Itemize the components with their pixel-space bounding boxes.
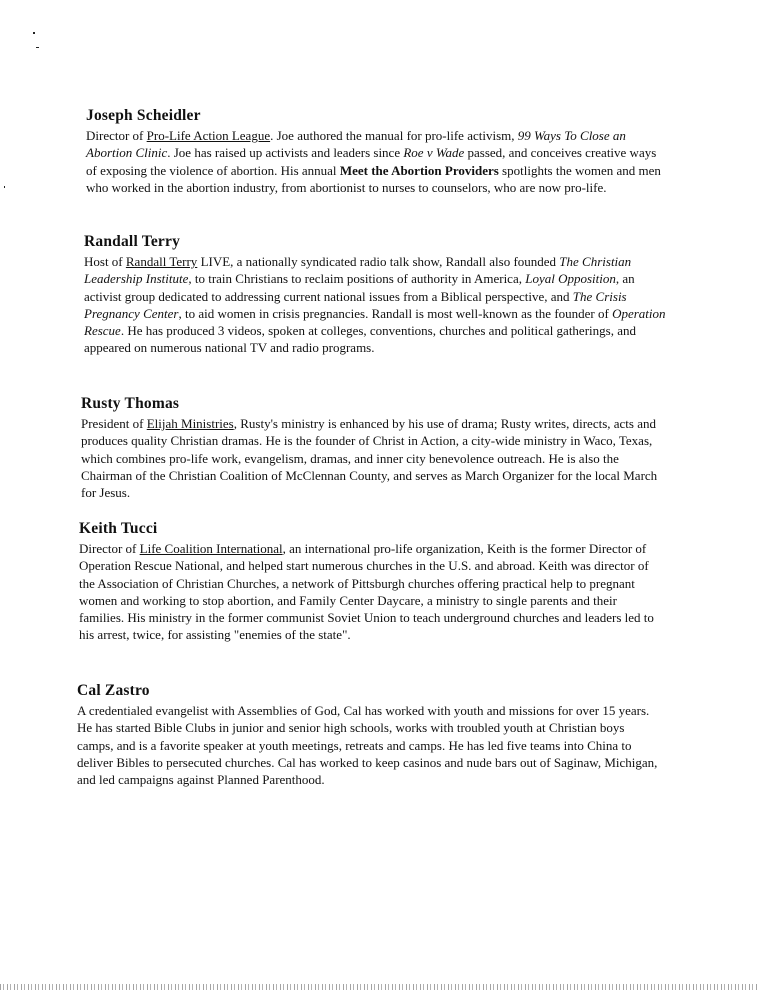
bio-text-italic: 99 Ways To Close an Abortion Clinic [86, 128, 626, 161]
bio-text-segment: . Joe authored the manual for pro-life activism, [270, 128, 518, 143]
bio-name: Rusty Thomas [81, 395, 180, 412]
bio-text-segment: LIVE, a nationally syndicated radio talk show, Randall also founded [197, 254, 560, 269]
bio-name: Cal Zastro [77, 682, 150, 699]
bio-text-segment: spotlights the women and men who worked in the abortion industry, from abortionist to nurses to counselors, who are now pro-life. [86, 162, 661, 195]
bio-text [79, 540, 664, 644]
bio-text-underlined: Elijah Ministries [146, 416, 234, 431]
bio-name: Joseph Scheidler [86, 107, 201, 124]
bio-text-bold: Meet the Abortion Providers [339, 162, 499, 178]
bio-rusty-thomas [81, 394, 664, 501]
bio-name: Keith Tucci [79, 520, 158, 537]
bio-text-segment: , an activist group dedicated to addressing current national issues from a Biblical perspective, and [84, 271, 635, 304]
bio-text-segment: Director of [79, 541, 140, 556]
bio-text-italic: Roe v Wade [403, 145, 465, 161]
bio-text-segment: , to aid women in crisis pregnancies. Randall is most well-known as the founder of [178, 305, 613, 321]
bio-text-segment: , Rusty's ministry is enhanced by his use of drama; Rusty writes, directs, acts and produces quality Christian dramas. He is the founder of Christ in Action, a city-wide ministry in Waco, Texas, which combines pro-life work, evangelism, dramas, and inner city benevolence outreach. He is also the Chairman of the Christian Coalition of McClennan County, and serves as March Organizer for the local March for Jesus. [81, 416, 658, 501]
bio-text-italic: Loyal Opposition [525, 271, 616, 287]
bio-joseph-scheidler [86, 106, 661, 196]
scan-edge-noise [0, 984, 758, 990]
bio-text [84, 253, 669, 357]
scan-speck [36, 47, 39, 48]
bio-text-segment: Host of [84, 254, 126, 269]
bio-cal-zastro [77, 681, 662, 788]
bio-text-underlined: Pro-Life Action League [146, 128, 271, 143]
bio-keith-tucci [79, 519, 664, 644]
scan-speck [4, 186, 5, 188]
bio-name: Randall Terry [84, 233, 181, 250]
bio-text-italic: Operation Rescue [84, 305, 666, 339]
bio-text-segment: passed, and conceives creative ways of exposing the violence of abortion. His annual [86, 145, 657, 178]
bio-text-underlined: Life Coalition International [139, 541, 283, 556]
bio-text-segment: President of [81, 416, 147, 431]
bio-text-segment: Director of [86, 128, 147, 143]
scan-speck [33, 32, 35, 34]
bio-text-italic: The Crisis Pregnancy Center [84, 288, 627, 321]
bio-text [77, 702, 662, 788]
bio-text-segment: . Joe has raised up activists and leaders since [167, 145, 404, 161]
bio-text-segment: A credentialed evangelist with Assemblies of God, Cal has worked with youth and missions for over 15 years. He has started Bible Clubs in junior and senior high schools, works with troubled youth at Christian boys camps, and is a favorite speaker at youth meetings, retreats and camps. He has led five teams into China to deliver Bibles to persecuted churches. Cal has worked to keep casinos and nude bars out of Saginaw, Michigan, and led campaigns against Planned Parenthood. [77, 703, 658, 788]
bio-randall-terry [84, 232, 669, 357]
bio-text-segment: , an international pro-life organization, Keith is the former Director of Operation Rescue National, and helped start numerous churches in the U.S. and abroad. Keith was director of the Association of Christian Churches, a network of Pittsburgh churches offering practical help to pregnant women and working to stop abortion, and Family Center Daycare, a ministry to single parents and their families. His ministry in the former communist Soviet Union to teach underground churches and leaders led to his arrest, twice, for assisting "enemies of the state". [79, 541, 654, 643]
bio-text [81, 415, 664, 501]
bio-text [86, 127, 661, 196]
bio-text-underlined: Randall Terry [125, 254, 198, 269]
bio-text-segment: , to train Christians to reclaim positions of authority in America, [188, 271, 526, 287]
bio-text-segment: . He has produced 3 videos, spoken at colleges, conventions, churches and political gatherings, and appeared on numerous national TV and radio programs. [84, 323, 636, 356]
bio-text-italic: The Christian Leadership Institute [84, 254, 632, 287]
